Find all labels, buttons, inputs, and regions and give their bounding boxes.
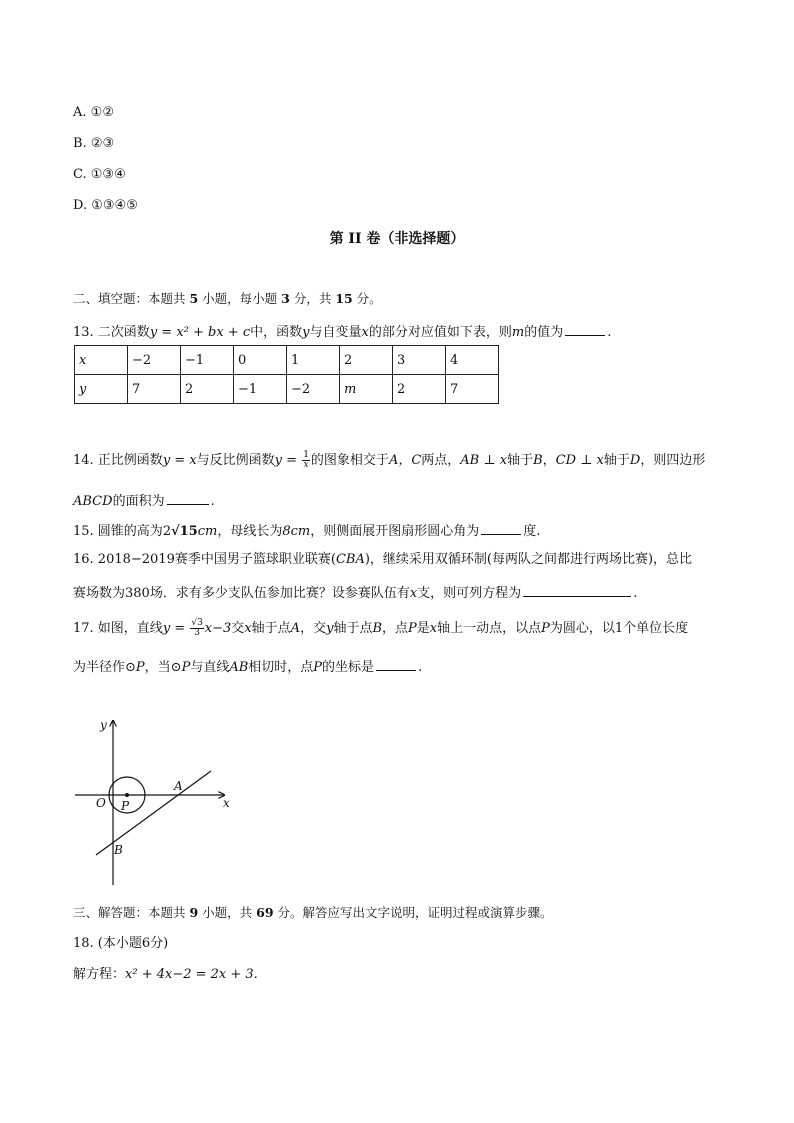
section-text: 分。: [352, 291, 382, 306]
table-cell: 3: [393, 346, 446, 375]
x-label: x: [223, 796, 230, 810]
option-a: [73, 104, 114, 122]
q-text: 两点，: [421, 453, 461, 468]
q-var: A，C: [388, 453, 422, 468]
section-text: 分，共: [289, 291, 336, 306]
table-cell: 0: [234, 346, 287, 375]
q-text: )，继续采用双循环制(每两队之间都进行两场比赛)，总比: [364, 552, 693, 567]
question-16-line2: [73, 582, 637, 603]
values-table: [74, 345, 499, 404]
table-cell: y: [75, 375, 128, 404]
q-text: 度.: [523, 524, 541, 539]
q-text: 轴于: [603, 453, 630, 468]
q-var: m: [511, 325, 525, 340]
table-cell: x: [75, 346, 128, 375]
q-text: 13. 二次函数: [73, 325, 150, 340]
q-text: ，交: [300, 621, 327, 636]
q-expr: x² + 4x−2 = 2x + 3.: [125, 967, 258, 982]
b-label: B: [114, 843, 123, 857]
table-cell: 7: [128, 375, 181, 404]
option-text: ①③④: [90, 167, 126, 182]
table-cell: 2: [393, 375, 446, 404]
q-var: A: [290, 621, 301, 636]
fraction: [302, 451, 310, 470]
q-expr: y =: [162, 621, 190, 636]
section-count: 9: [189, 905, 199, 920]
q-var: x: [429, 621, 438, 636]
option-c: [73, 166, 126, 184]
q-text: 轴于点: [333, 621, 373, 636]
q-text: 与自变量: [309, 325, 362, 340]
question-13: [73, 321, 611, 342]
section-text: 小题，每小题: [198, 291, 282, 306]
option-letter: B.: [73, 136, 87, 151]
q-text: 与反比例函数: [196, 453, 275, 468]
option-letter: C.: [73, 167, 87, 182]
section2-heading: [73, 290, 382, 308]
section-text: 二、填空题：本题共: [73, 291, 190, 306]
question-18-body: [73, 966, 258, 984]
q-text: ，当: [144, 660, 171, 675]
q-expr: cm: [197, 524, 218, 539]
question-17-line2: [73, 656, 422, 677]
q-text: 的坐标是: [322, 660, 375, 675]
option-b: [73, 135, 114, 153]
answer-blank: [565, 321, 605, 336]
a-label: A: [174, 779, 183, 793]
fraction-numerator: 1: [303, 450, 309, 460]
q-text: 17. 如图，直线: [73, 621, 163, 636]
q17-figure: [70, 715, 250, 890]
q-expr: ⊙P: [170, 660, 191, 675]
q-text: ，则侧面展开图扇形圆心角为: [310, 524, 480, 539]
answer-blank: [376, 656, 416, 671]
section-total: 15: [335, 291, 353, 306]
q-text: 赛场数为380场．求有多少支队伍参加比赛？设参赛队伍有: [73, 586, 410, 601]
q-expr: CD ⊥ x: [555, 453, 604, 468]
table-cell: −1: [234, 375, 287, 404]
q-var: ABCD: [73, 494, 113, 509]
q-text: .: [607, 325, 612, 340]
q-expr: √15: [171, 524, 198, 539]
option-text: ①③④⑤: [91, 198, 138, 213]
question-14-line2: [73, 490, 215, 511]
table-cell: −2: [287, 375, 340, 404]
fraction-denominator: x: [303, 460, 309, 470]
q-var: P: [541, 621, 550, 636]
q-text: 的值为: [524, 325, 564, 340]
q-var: y: [326, 621, 334, 636]
q-text: .: [418, 660, 423, 675]
option-letter: D.: [73, 198, 88, 213]
section-text: 三、解答题：本题共: [73, 905, 190, 920]
q-var: y: [302, 325, 310, 340]
q-var: B: [372, 621, 383, 636]
y-label: y: [100, 718, 107, 732]
q-text: 15. 圆锥的高为: [73, 524, 163, 539]
fraction-denominator: 3: [194, 628, 200, 638]
q-text: 14. 正比例函数: [73, 453, 163, 468]
q-expr: y =: [274, 453, 302, 468]
q-var: B: [533, 453, 543, 468]
section-text: 分。解答应写出文字说明，证明过程或演算步骤。: [273, 905, 553, 920]
question-15: [73, 520, 540, 541]
table-row: [75, 375, 499, 404]
q-text: ，则四边形: [640, 453, 706, 468]
option-letter: A.: [73, 105, 87, 120]
q-expr: 8cm: [282, 524, 311, 539]
option-text: ②③: [90, 136, 115, 151]
table-cell: 2: [181, 375, 234, 404]
q-text: 解方程：: [73, 967, 126, 982]
q-var: AB: [229, 660, 249, 675]
q-text: 相切时，点: [248, 660, 314, 675]
p-label: P: [121, 799, 130, 813]
q-text: .: [633, 586, 638, 601]
q-expr: y = x: [162, 453, 197, 468]
q-var: x: [409, 586, 418, 601]
point-p: [125, 793, 129, 797]
question-14: [73, 451, 705, 470]
q-text: .: [210, 494, 215, 509]
q-var: x: [361, 325, 369, 340]
section3-heading: [73, 904, 553, 922]
answer-blank: [167, 490, 209, 505]
section-each: 3: [281, 291, 290, 306]
q-text: 轴于点: [251, 621, 291, 636]
q-var: x: [244, 621, 252, 636]
option-text: ①②: [90, 105, 114, 120]
q-text: 与直线: [190, 660, 230, 675]
q-text: ，点: [382, 621, 409, 636]
q-expr: ⊙P: [125, 660, 145, 675]
q-text: 的图象相交于: [310, 453, 389, 468]
q-text: ，: [542, 453, 556, 468]
answer-blank: [481, 520, 521, 535]
table-cell: 2: [340, 346, 393, 375]
answer-blank: [523, 582, 631, 597]
section-count: 5: [189, 291, 199, 306]
fraction-numerator: √3: [191, 618, 203, 628]
q-text: 中，函数: [250, 325, 303, 340]
q-expr: x−3: [204, 621, 232, 636]
section-total: 69: [256, 905, 274, 920]
o-label: O: [96, 796, 106, 810]
q-text: 轴上一动点，以点: [437, 621, 542, 636]
q-expr: y = x² + bx + c: [149, 325, 251, 340]
q-text: 为半径作: [73, 660, 126, 675]
q-var: D: [629, 453, 641, 468]
q-text: 的部分对应值如下表，则: [368, 325, 512, 340]
table-cell: m: [340, 375, 393, 404]
option-d: [73, 197, 138, 215]
q-text: 交: [231, 621, 245, 636]
q-text: 是: [416, 621, 430, 636]
section-text: 小题，共: [198, 905, 257, 920]
table-cell: −1: [181, 346, 234, 375]
q-var: P: [408, 621, 417, 636]
table-cell: 1: [287, 346, 340, 375]
q-text: 16. 2018−2019赛季中国男子篮球职业联赛(: [73, 552, 336, 567]
table-cell: −2: [128, 346, 181, 375]
q-expr: 2: [162, 524, 172, 539]
question-16: [73, 551, 692, 569]
q-text: 的面积为: [112, 494, 165, 509]
question-18-head: 18. (本小题6分): [73, 936, 169, 951]
fraction: [190, 619, 203, 638]
q-text: 为圆心，以1个单位长度: [549, 621, 689, 636]
q-expr: AB ⊥ x: [460, 453, 508, 468]
question-17: [73, 619, 688, 638]
q-text: ，母线长为: [217, 524, 283, 539]
table-row: [75, 346, 499, 375]
q-var: P: [313, 660, 323, 675]
q-text: 支，则可列方程为: [417, 586, 522, 601]
table-cell: 4: [446, 346, 499, 375]
table-cell: 7: [446, 375, 499, 404]
q-text: 轴于: [507, 453, 534, 468]
part-title: 第 II 卷（非选择题）: [329, 231, 465, 247]
q-var: CBA: [335, 552, 365, 567]
